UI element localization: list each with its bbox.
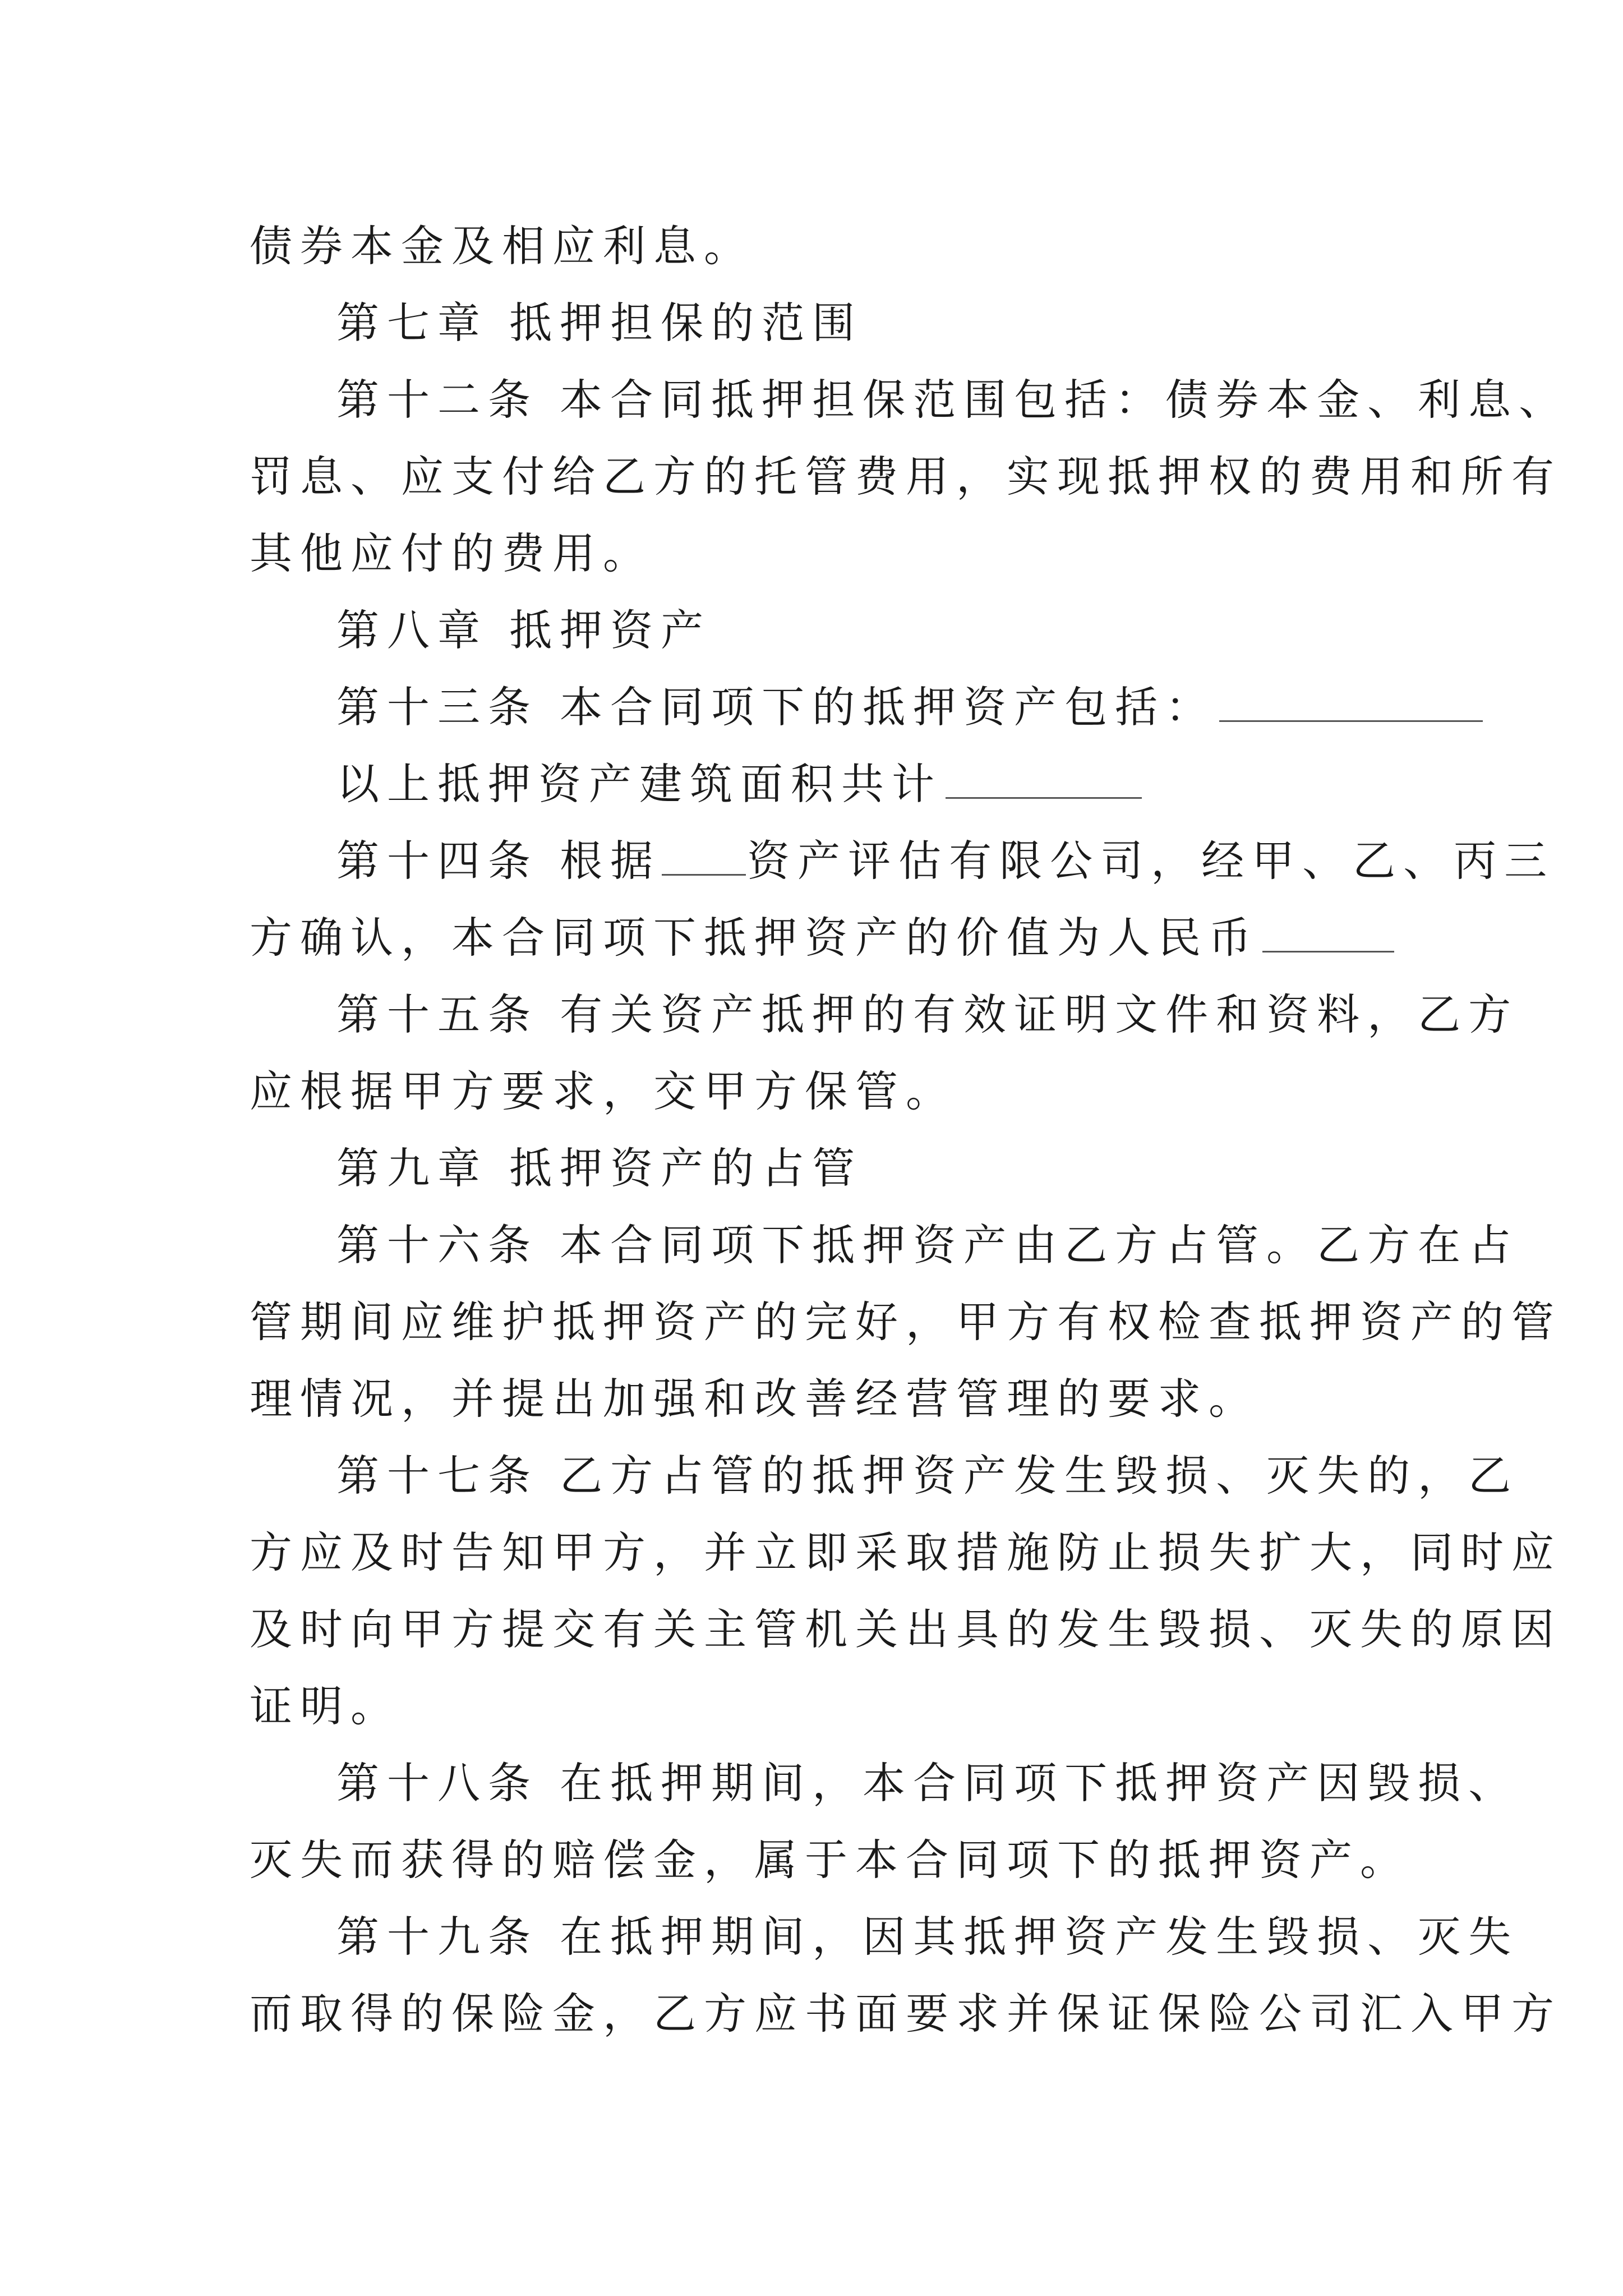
article-12-line-3 — [250, 515, 1427, 592]
line-text: 第十八条 在抵押期间，本合同项下抵押资产因毁损、 — [336, 1758, 1519, 1808]
article-14-line-1 — [250, 822, 1555, 899]
article-19-line-1 — [250, 1898, 1519, 1975]
chapter-heading — [250, 592, 1427, 669]
line-text: 灭失而获得的赔偿金，属于本合同项下的抵押资产。 — [250, 1835, 1410, 1885]
article-13-line — [250, 669, 1427, 746]
article-14-line-2 — [250, 899, 1427, 976]
chapter-7-title: 第七章 抵押担保的范围 — [336, 298, 863, 348]
line-text: 及时向甲方提交有关主管机关出具的发生毁损、灭失的原因 — [250, 1604, 1562, 1654]
line-text: 第十五条 有关资产抵押的有效证明文件和资料，乙方 — [336, 990, 1519, 1039]
line-text: 第十九条 在抵押期间，因其抵押资产发生毁损、灭失 — [336, 1912, 1519, 1962]
chapter-8-title: 第八章 抵押资产 — [336, 605, 712, 655]
paragraph-line — [250, 208, 1427, 284]
article-17-line-3 — [250, 1591, 1562, 1668]
line-text: 其他应付的费用。 — [250, 528, 653, 578]
article-18-line-2 — [250, 1821, 1427, 1898]
article-16-line-1 — [250, 1207, 1519, 1283]
document-body — [250, 208, 1570, 2052]
line-text: 管期间应维护抵押资产的完好，甲方有权检查抵押资产的管 — [250, 1297, 1562, 1347]
article-19-line-2 — [250, 1975, 1562, 2052]
article-18-line-1 — [250, 1745, 1519, 1821]
line-text: 而取得的保险金，乙方应书面要求并保证保险公司汇入甲方 — [250, 1989, 1562, 2039]
article-16-line-3 — [250, 1360, 1427, 1437]
chapter-heading — [250, 284, 1427, 361]
line-text: 资产评估有限公司，经甲、乙、丙三 — [747, 836, 1555, 886]
line-text: 债券本金及相应利息。 — [250, 221, 754, 271]
line-text: 第十四条 根据 — [336, 836, 661, 886]
article-16-line-2 — [250, 1283, 1562, 1360]
fill-in-blank[interactable] — [946, 758, 1142, 799]
floor-area-line — [250, 746, 1427, 822]
line-text: 应根据甲方要求，交甲方保管。 — [250, 1066, 956, 1116]
article-15-line-2 — [250, 1053, 1427, 1130]
line-text: 以上抵押资产建筑面积共计 — [336, 759, 942, 809]
line-text: 第十六条 本合同项下抵押资产由乙方占管。乙方在占 — [336, 1220, 1519, 1270]
article-12-line-2 — [250, 438, 1562, 515]
line-text: 理情况，并提出加强和改善经营管理的要求。 — [250, 1374, 1259, 1424]
fill-in-blank[interactable] — [662, 835, 746, 876]
article-17-line-4 — [250, 1668, 1427, 1745]
chapter-heading — [250, 1130, 1427, 1207]
fill-in-blank[interactable] — [1219, 681, 1483, 722]
line-text: 方确认，本合同项下抵押资产的价值为人民币 — [250, 913, 1259, 963]
article-17-line-2 — [250, 1514, 1562, 1591]
line-text: 方应及时告知甲方，并立即采取措施防止损失扩大，同时应 — [250, 1527, 1562, 1577]
article-12-line-1 — [250, 361, 1570, 438]
line-text: 第十三条 本合同项下的抵押资产包括： — [336, 682, 1216, 732]
line-text: 第十七条 乙方占管的抵押资产发生毁损、灭失的，乙 — [336, 1451, 1519, 1501]
fill-in-blank[interactable] — [1262, 912, 1394, 953]
chapter-9-title: 第九章 抵押资产的占管 — [336, 1143, 863, 1193]
line-text: 罚息、应支付给乙方的托管费用，实现抵押权的费用和所有 — [250, 452, 1562, 501]
line-text: 第十二条 本合同抵押担保范围包括：债券本金、利息、 — [336, 375, 1570, 425]
article-15-line-1 — [250, 976, 1519, 1053]
article-17-line-1 — [250, 1437, 1519, 1514]
line-text: 证明。 — [250, 1681, 401, 1731]
